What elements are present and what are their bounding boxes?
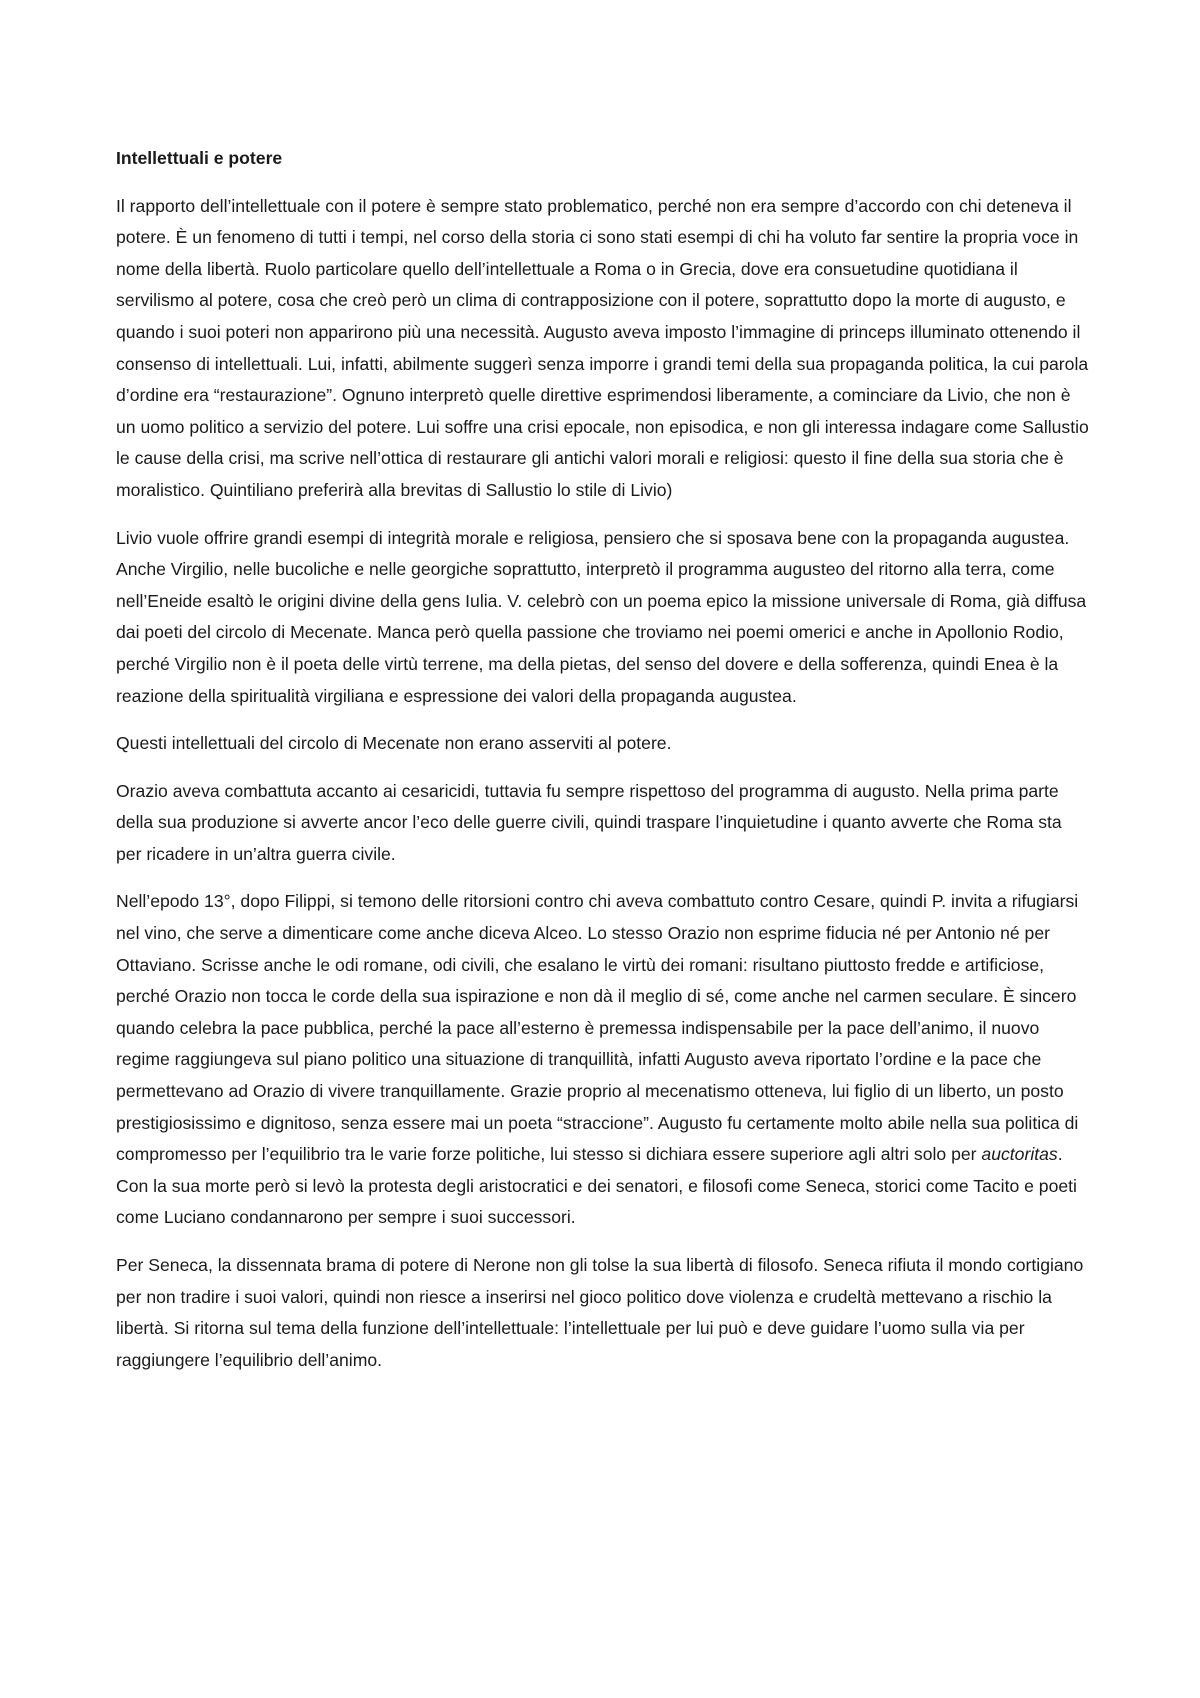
paragraph-6: Per Seneca, la dissennata brama di potere di Nerone non gli tolse la sua libertà di filosofo. Seneca rifiuta il mondo cortigiano per non tradire i suoi valori, quindi non riesce a inserirsi nel gioco politico dove violenza e crudeltà mettevano a rischio la libertà. Si ritorna sul tema della funzione dell’intellettuale: l’intellettuale per lui può e deve guidare l’uomo sulla via per raggiungere l’equilibrio dell’animo. <box>116 1255 1084 1370</box>
paragraph-5-text-b: . Con la sua morte però si levò la protesta degli aristocratici e dei senatori, e filosofi come Seneca, storici come Tacito e poeti come Luciano condannarono per sempre i suoi successori. <box>116 1144 1077 1228</box>
paragraph-4: Orazio aveva combattuta accanto ai cesaricidi, tuttavia fu sempre rispettoso del programma di augusto. Nella prima parte della sua produzione si avverte ancor l’eco delle guerre civili, quindi traspare l’inquietudine i quanto avverte che Roma sta per ricadere in un’altra guerra civile. <box>116 780 1062 864</box>
paragraph-3: Questi intellettuali del circolo di Mecenate non erano asserviti al potere. <box>116 733 672 754</box>
paragraph-5-text-a: Nell’epodo 13°, dopo Filippi, si temono delle ritorsioni contro chi aveva combattuto contro Cesare, quindi P. invita a rifugiarsi nel vino, che serve a dimenticare come anche diceva Alceo. Lo stesso Orazio non esprime fiducia né per Antonio né per Ottaviano. Scrisse anche le odi romane, odi civili, che esalano le virtù dei romani: risultano piuttosto fredde e artificiose, perché Orazio non tocca le corde della sua ispirazione e non dà il meglio di sé, come anche nel carmen seculare. È sincero quando celebra la pace pubblica, perché la pace all’esterno è premessa indispensabile per la pace dell’animo, il nuovo regime raggiungeva sul piano politico una situazione di tranquillità, infatti Augusto aveva riportato l’ordine e la pace che permettevano ad Orazio di vivere tranquillamente. Grazie proprio al mecenatismo otteneva, lui figlio di un liberto, un posto prestigiosissimo e dignitoso, senza essere mai un poeta “straccione”. Augusto fu certamente molto abile nella sua politica di compromesso per l’equilibrio tra le varie forze politiche, lui stesso si dichiara essere superiore agli altri solo per <box>116 891 1079 1165</box>
paragraph-5-italic-term: auctoritas <box>981 1144 1058 1165</box>
document-body <box>116 143 1091 1392</box>
paragraph-1: Il rapporto dell’intellettuale con il potere è sempre stato problematico, perché non era sempre d’accordo con chi deteneva il potere. È un fenomeno di tutti i tempi, nel corso della storia ci sono stati esempi di chi ha voluto far sentire la propria voce in nome della libertà. Ruolo particolare quello dell’intellettuale a Roma o in Grecia, dove era consuetudine quotidiana il servilismo al potere, cosa che creò però un clima di contrapposizione con il potere, soprattutto dopo la morte di augusto, e quando i suoi poteri non apparirono più una necessità. Augusto aveva imposto l’immagine di princeps illuminato ottenendo il consenso di intellettuali. Lui, infatti, abilmente suggerì senza imporre i grandi temi della sua propaganda politica, la cui parola d’ordine era “restaurazione”. Ognuno interpretò quelle direttive esprimendosi liberamente, a cominciare da Livio, che non è un uomo politico a servizio del potere. Lui soffre una crisi epocale, non episodica, e non gli interessa indagare come Sallustio le cause della crisi, ma scrive nell’ottica di restaurare gli antichi valori morali e religiosi: questo il fine della sua storia che è moralistico. Quintiliano preferirà alla brevitas di Sallustio lo stile di Livio) <box>116 195 1089 500</box>
paragraph-5 <box>116 886 1091 1234</box>
paragraph-2: Livio vuole offrire grandi esempi di integrità morale e religiosa, pensiero che si sposava bene con la propaganda augustea. Anche Virgilio, nelle bucoliche e nelle georgiche soprattutto, interpretò il programma augusteo del ritorno alla terra, come nell’Eneide esaltò le origini divine della gens Iulia. V. celebrò con un poema epico la missione universale di Roma, già diffusa dai poeti del circolo di Mecenate. Manca però quella passione che troviamo nei poemi omerici e anche in Apollonio Rodio, perché Virgilio non è il poeta delle virtù terrene, ma della pietas, del senso del dovere e della sofferenza, quindi Enea è la reazione della spiritualità virgiliana e espressione dei valori della propaganda augustea. <box>116 527 1087 706</box>
document-title: Intellettuali e potere <box>116 148 283 168</box>
